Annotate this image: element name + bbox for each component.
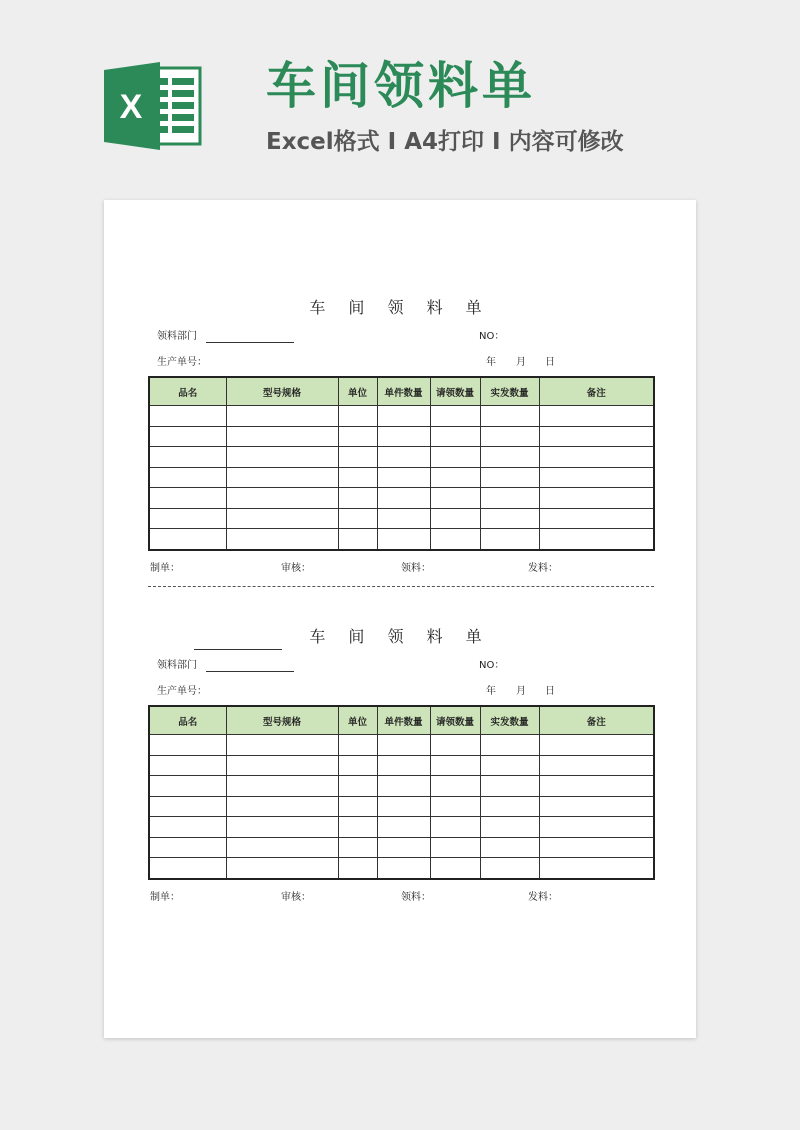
table-cell[interactable] [377,755,430,776]
form2-date-year: 年 [486,686,496,697]
table-cell[interactable] [149,447,226,468]
table-cell[interactable] [149,508,226,529]
table-cell[interactable] [430,488,480,509]
form1-table-header [149,377,654,406]
table-cell[interactable] [149,858,226,879]
form1-footer-receive: 领料： [401,563,431,574]
table-row [149,508,654,529]
table-cell[interactable] [539,858,654,879]
table-cell[interactable] [338,508,377,529]
table-cell[interactable] [430,817,480,838]
table-cell[interactable] [539,796,654,817]
table-cell[interactable] [149,735,226,756]
table-cell[interactable] [480,406,539,427]
table-cell[interactable] [377,796,430,817]
table-cell[interactable] [480,817,539,838]
form1-no-label: NO： [479,331,505,342]
table-cell[interactable] [338,426,377,447]
table-cell[interactable] [539,508,654,529]
table-row [149,488,654,509]
table-cell[interactable] [480,447,539,468]
table-cell[interactable] [430,858,480,879]
excel-logo-letter: X [119,88,143,126]
cut-line-divider [148,586,654,587]
table-cell[interactable] [480,796,539,817]
table-cell[interactable] [226,735,338,756]
form1-date-year: 年 [486,357,496,368]
table-cell[interactable] [430,837,480,858]
form1-order-label: 生产单号： [157,357,207,368]
table-row [149,776,654,797]
table-cell[interactable] [338,837,377,858]
table-row [149,755,654,776]
form1-dept-field[interactable] [206,342,294,343]
table-cell[interactable] [539,488,654,509]
table-cell[interactable] [338,467,377,488]
table-cell[interactable] [149,837,226,858]
table-cell[interactable] [338,447,377,468]
table-cell[interactable] [338,529,377,550]
table-cell[interactable] [338,735,377,756]
table-cell[interactable] [480,858,539,879]
table-cell[interactable] [226,508,338,529]
form2-footer-maker: 制单： [150,892,180,903]
form2-table-header [149,706,654,735]
form1-col-issued-qty: 实发数量 [480,377,539,406]
form1-date-month: 月 [516,357,526,368]
table-cell[interactable] [149,817,226,838]
form2-order-label: 生产单号： [157,686,207,697]
form1-col-spec: 型号规格 [226,377,338,406]
table-cell[interactable] [377,837,430,858]
table-row [149,529,654,550]
table-cell[interactable] [226,426,338,447]
table-cell[interactable] [226,755,338,776]
table-cell[interactable] [226,467,338,488]
table-cell[interactable] [430,755,480,776]
table-cell[interactable] [480,426,539,447]
table-cell[interactable] [539,837,654,858]
table-row [149,406,654,427]
page-title: 车间领料单 [266,57,536,115]
table-cell[interactable] [480,837,539,858]
table-cell[interactable] [539,447,654,468]
table-cell[interactable] [377,858,430,879]
table-cell[interactable] [377,735,430,756]
form1-col-remark: 备注 [539,377,654,406]
form2-col-unit: 单位 [338,706,377,735]
form1-col-unit-qty: 单件数量 [377,377,430,406]
table-cell[interactable] [480,488,539,509]
form2-footer-review: 审核： [281,892,311,903]
table-row [149,735,654,756]
table-cell[interactable] [539,406,654,427]
table-cell[interactable] [539,755,654,776]
table-cell[interactable] [149,776,226,797]
page-header [0,0,800,190]
table-cell[interactable] [480,508,539,529]
table-cell[interactable] [149,796,226,817]
table-cell[interactable] [338,817,377,838]
form2-table [148,705,655,880]
table-cell[interactable] [226,529,338,550]
table-cell[interactable] [539,426,654,447]
form2-footer-issue: 发料： [528,892,558,903]
table-cell[interactable] [539,817,654,838]
table-cell[interactable] [149,406,226,427]
table-cell[interactable] [338,755,377,776]
table-row [149,796,654,817]
form1-footer-maker: 制单： [150,563,180,574]
form2-col-issued-qty: 实发数量 [480,706,539,735]
table-cell[interactable] [149,488,226,509]
form2-col-spec: 型号规格 [226,706,338,735]
table-row [149,447,654,468]
table-cell[interactable] [480,776,539,797]
table-cell[interactable] [430,447,480,468]
form2-footer-receive: 领料： [401,892,431,903]
table-cell[interactable] [338,858,377,879]
table-cell[interactable] [480,735,539,756]
form1-table [148,376,655,551]
form2-dept-label: 领料部门 [157,660,197,671]
table-cell[interactable] [430,796,480,817]
table-cell[interactable] [149,426,226,447]
form2-col-request-qty: 请领数量 [430,706,480,735]
table-cell[interactable] [430,735,480,756]
form2-date-day: 日 [545,686,555,697]
table-cell[interactable] [430,467,480,488]
table-cell[interactable] [430,776,480,797]
table-cell[interactable] [377,406,430,427]
table-cell[interactable] [539,529,654,550]
table-cell[interactable] [377,467,430,488]
excel-logo-icon [104,62,204,150]
table-cell[interactable] [480,467,539,488]
table-cell[interactable] [377,508,430,529]
table-cell[interactable] [377,447,430,468]
document-paper [104,200,696,1038]
table-row [149,817,654,838]
form2-col-name: 品名 [149,706,226,735]
table-cell[interactable] [430,406,480,427]
table-cell[interactable] [226,796,338,817]
table-cell[interactable] [480,755,539,776]
table-cell[interactable] [377,529,430,550]
table-cell[interactable] [377,426,430,447]
table-cell[interactable] [338,796,377,817]
table-cell[interactable] [226,858,338,879]
table-cell[interactable] [226,817,338,838]
table-cell[interactable] [430,426,480,447]
form1-col-name: 品名 [149,377,226,406]
table-cell[interactable] [480,529,539,550]
form1-footer-issue: 发料： [528,563,558,574]
table-row [149,858,654,879]
form1-col-request-qty: 请领数量 [430,377,480,406]
table-cell[interactable] [149,467,226,488]
form2-date-month: 月 [516,686,526,697]
form1-col-unit: 单位 [338,377,377,406]
table-cell[interactable] [226,447,338,468]
table-cell[interactable] [377,817,430,838]
form1-footer-review: 审核： [281,563,311,574]
table-cell[interactable] [430,529,480,550]
table-cell[interactable] [377,776,430,797]
table-cell[interactable] [226,837,338,858]
form2-col-unit-qty: 单件数量 [377,706,430,735]
table-cell[interactable] [338,406,377,427]
table-cell[interactable] [226,488,338,509]
table-cell[interactable] [430,508,480,529]
table-cell[interactable] [149,529,226,550]
table-cell[interactable] [149,755,226,776]
table-cell[interactable] [338,488,377,509]
table-cell[interactable] [377,488,430,509]
form2-blank-line [194,649,282,650]
table-cell[interactable] [539,467,654,488]
table-row [149,426,654,447]
form1-dept-label: 领料部门 [157,331,197,342]
table-cell[interactable] [226,776,338,797]
form2-dept-field[interactable] [206,671,294,672]
form2-title: 车 间 领 料 单 [309,627,491,646]
page-subtitle: Excel格式 I A4打印 I 内容可修改 [266,129,624,155]
form2-col-remark: 备注 [539,706,654,735]
table-row [149,467,654,488]
table-cell[interactable] [539,776,654,797]
form1-title: 车 间 领 料 单 [309,298,491,317]
table-cell[interactable] [338,776,377,797]
table-cell[interactable] [226,406,338,427]
table-row [149,837,654,858]
table-cell[interactable] [539,735,654,756]
form2-no-label: NO： [479,660,505,671]
form1-date-day: 日 [545,357,555,368]
